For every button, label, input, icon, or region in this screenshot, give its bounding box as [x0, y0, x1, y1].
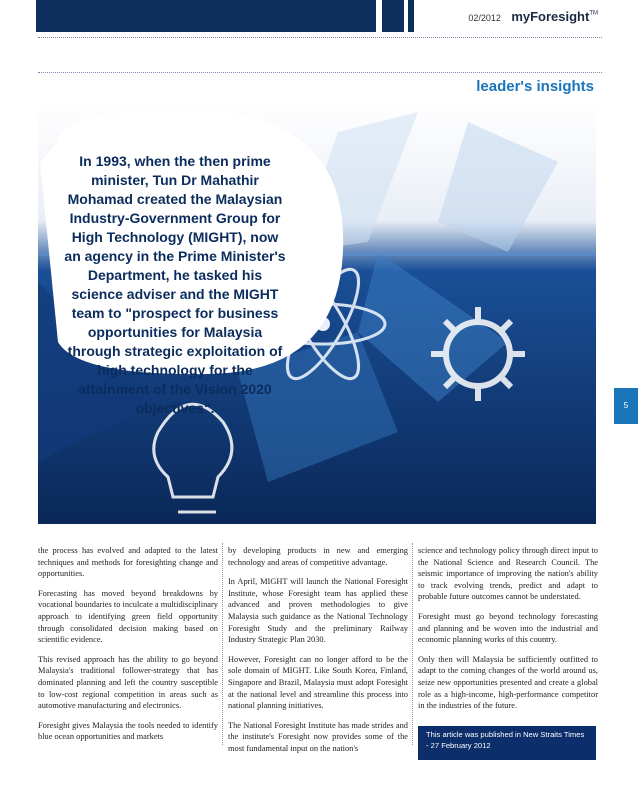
paragraph: However, Foresight can no longer afford to be the sole domain of MIGHT. Like South Korea, Finland, Singapore and Brazil, Malaysia must adopt Foresight at the national level and streamline this process into national planning initiatives.	[228, 654, 408, 711]
column-3	[418, 545, 598, 720]
pull-quote: In 1993, when the then prime minister, Tun Dr Mahathir Mohamad created the Malaysian Industry-Government Group for High Technology (MIGHT), now an agency in the Prime Minister's Department, he tasked his science adviser and the MIGHT team to "prospect for business opportunities for Malaysia through strategic exploitation of high technology for the attainment of the Vision 2020 objectives".	[64, 153, 286, 416]
trademark: TM	[589, 10, 598, 17]
paragraph: the process has evolved and adapted to the latest techniques and methods for foresighting change and opportunities.	[38, 546, 218, 579]
paragraph: This revised approach has the ability to go beyond Malaysia's traditional follower-strategy that has dominated planning and left the country susceptible to low-cost regional competition in areas such as automotive manufacturing and electronics.	[38, 654, 218, 711]
banner-block	[36, 0, 376, 32]
source-note	[418, 726, 596, 760]
paragraph: In April, MIGHT will launch the National Foresight Institute, whose Foresight team has applied these advanced and proven methodologies to give Malaysia such guidance as the National Technology Foresight Study and the preliminary Railway Industry Strategic Plan 2030.	[228, 577, 408, 645]
column-divider	[222, 543, 223, 745]
banner-block	[382, 0, 404, 32]
column-divider	[412, 543, 413, 745]
brand-logo: myForesight	[511, 9, 590, 24]
paragraph: Forecasting has moved beyond breakdowns by vocational boundaries to inculcate a multidisciplinary approach to identifying green field opportunity through consolidated decision making based on scientific evidence.	[38, 588, 218, 645]
paragraph: by developing products in new and emerging technology and areas of competitive advantage.	[228, 546, 408, 567]
divider-top	[38, 37, 602, 38]
page-number: 5	[614, 388, 638, 424]
paragraph: Foresight must go beyond technology forecasting and planning and be woven into the industrial and economic planning works of this country.	[418, 611, 598, 645]
column-2	[228, 545, 408, 763]
paragraph: Foresight gives Malaysia the tools needed to identify blue ocean opportunities and markets	[38, 720, 218, 742]
source-note-line: This article was published in New Straits Times	[426, 730, 585, 739]
column-1	[38, 545, 218, 751]
issue-date: 02/2012	[468, 13, 501, 23]
divider-section	[38, 72, 602, 73]
source-note-line: - 27 February 2012	[426, 741, 491, 750]
masthead	[468, 8, 598, 26]
paragraph: The National Foresight Institute has made strides and the institute's Foresight now provides some of the most fundamental input on the nation's	[228, 720, 408, 753]
section-title: leader's insights	[476, 78, 594, 95]
paragraph: Only then will Malaysia be sufficiently outfitted to adapt to the coming changes of the world around us, seize new opportunities presented and create a global role as a high-income, high-performance competitor in the industries of the future.	[418, 654, 598, 711]
paragraph: science and technology policy through direct input to the National Science and Research Council. The seismic importance of improving the nation's ability to track evolving trends, predict and adapt to probable future outcomes cannot be understated.	[418, 546, 598, 602]
banner-block	[408, 0, 414, 32]
